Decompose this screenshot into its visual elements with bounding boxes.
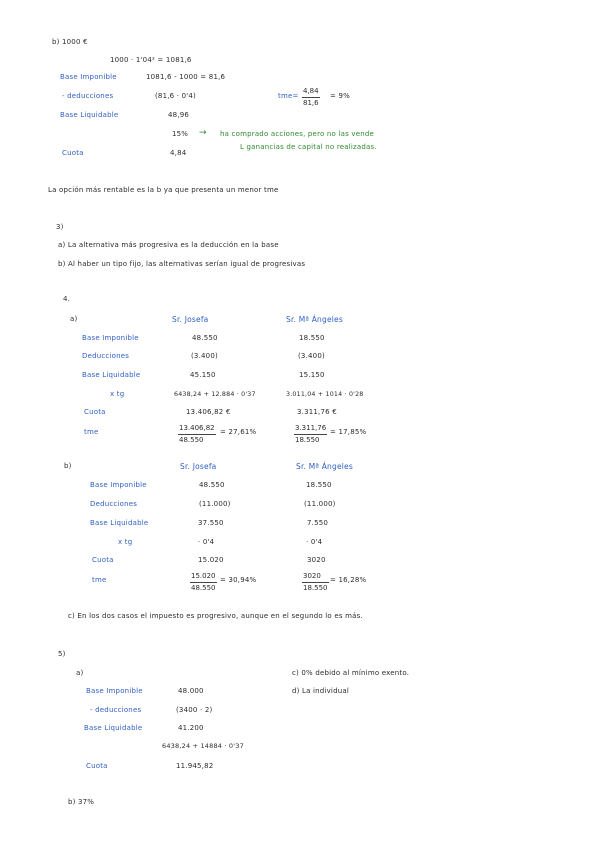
q4a-row-v1: 45.150 [190, 371, 216, 379]
q4b-tme2-fraction [302, 572, 329, 593]
q4a-col-angeles: Sr. Mª Ángeles [286, 315, 343, 324]
q4a-tme-label: tme [84, 428, 99, 436]
b1-tme-fraction [302, 87, 320, 108]
q4a-row-label: x tg [110, 390, 125, 398]
q4a-label: a) [70, 315, 78, 323]
q5a-label: a) [76, 669, 84, 677]
q4b-tme-label: tme [92, 576, 107, 584]
b1-cuota-label: Cuota [62, 149, 84, 157]
q5-cuota-value: 11.945,82 [176, 762, 214, 770]
q5c-answer: c) 0% debido al mínimo exento. [292, 669, 410, 677]
q4a-tme1-numerator: 13.406,82 [178, 424, 216, 435]
q5-base-imponible-label: Base Imponible [86, 687, 143, 695]
q4a-tme1-fraction [178, 424, 216, 445]
q4b-row-v2: · 0'4 [306, 538, 323, 546]
q4b-row-label: x tg [118, 538, 133, 546]
q4a-row-v1: (3.400) [191, 352, 218, 360]
q4a-row-v1: 48.550 [192, 334, 218, 342]
q5-base-liquidable-label: Base Liquidable [84, 724, 143, 732]
b1-base-liquidable-label: Base Liquidable [60, 111, 119, 119]
q4b-tme1-denominator: 48.550 [191, 584, 216, 592]
q5-calculation: 6438,24 + 14884 · 0'37 [162, 742, 244, 750]
q4a-row-v2: 3.011,04 + 1014 · 0'28 [286, 391, 364, 398]
q4a-row-v2: (3.400) [298, 352, 325, 360]
q5-deducciones-value: (3400 · 2) [176, 706, 213, 714]
q4a-row-v2: 18.550 [299, 334, 325, 342]
q4-number: 4. [63, 295, 71, 303]
q4a-row-label: Base Imponible [82, 334, 139, 342]
q4b-row-label: Base Liquidable [90, 519, 149, 527]
q4b-row-v2: 18.550 [306, 481, 332, 489]
b1-tme-label: tme= [278, 92, 299, 100]
b1-deducciones-value: (81,6 · 0'4) [155, 92, 196, 100]
q4a-tme2-numerator: 3.311,76 [294, 424, 327, 435]
b1-cuota-value: 4,84 [170, 149, 187, 157]
q4b-row-v1: (11.000) [199, 500, 231, 508]
q4a-row-v2: 15.150 [299, 371, 325, 379]
conclusion: La opción más rentable es la b ya que presenta un menor tme [48, 186, 279, 194]
q4a-tme2-result: = 17,85% [330, 428, 367, 436]
q4b-row-v1: 48.550 [199, 481, 225, 489]
q4b-row-label: Base Imponible [90, 481, 147, 489]
q4a-tme1-denominator: 48.550 [179, 436, 204, 444]
q5-deducciones-label: - deducciones [90, 706, 142, 714]
b1-note-line2: L ganancias de capital no realizadas. [240, 143, 377, 151]
q4b-row-label: Deducciones [90, 500, 138, 508]
b1-tme-numerator: 4,84 [302, 87, 320, 98]
q3-number: 3) [56, 223, 64, 231]
q4b-tme1-result: = 30,94% [220, 576, 257, 584]
q4b-tme2-denominator: 18.550 [303, 584, 328, 592]
b1-base-imponible-label: Base Imponible [60, 73, 117, 81]
q3-answer-a: a) La alternativa más progresiva es la deducción en la base [58, 241, 279, 249]
q4a-row-v2: 3.311,76 € [297, 408, 337, 416]
q4b-tme1-numerator: 15.020 [190, 572, 217, 583]
q5-base-imponible-value: 48.000 [178, 687, 204, 695]
q4a-tme2-fraction [294, 424, 327, 445]
b1-note-line1: ha comprado acciones, pero no las vende [220, 130, 374, 138]
q4b-col-angeles: Sr. Mª Ángeles [296, 462, 353, 471]
b1-tme-denominator: 81,6 [303, 99, 319, 107]
q4b-row-v1: · 0'4 [198, 538, 215, 546]
b1-rate: 15% [172, 130, 189, 138]
q4b-tme2-numerator: 3020 [302, 572, 329, 583]
b1-base-liquidable-value: 48,96 [168, 111, 190, 119]
q5-cuota-label: Cuota [86, 762, 108, 770]
b1-heading: b) 1000 € [52, 38, 88, 46]
q4a-row-label: Cuota [84, 408, 106, 416]
q5d-answer: d) La individual [292, 687, 349, 695]
b1-equation: 1000 · 1'04² = 1081,6 [110, 56, 192, 64]
q4c-answer: c) En los dos casos el impuesto es progresivo, aunque en el segundo lo es más. [68, 612, 363, 620]
b1-deducciones-label: - deducciones [62, 92, 114, 100]
q4b-row-label: Cuota [92, 556, 114, 564]
q4a-col-josefa: Sr. Josefa [172, 315, 209, 324]
q4b-col-josefa: Sr. Josefa [180, 462, 217, 471]
q4b-label: b) [64, 462, 72, 470]
b1-tme-result: = 9% [330, 92, 350, 100]
q4b-row-v2: 3020 [307, 556, 326, 564]
q4a-row-label: Deducciones [82, 352, 130, 360]
q4a-row-label: Base Liquidable [82, 371, 141, 379]
q4b-row-v1: 15.020 [198, 556, 224, 564]
q4a-tme1-result: = 27,61% [220, 428, 257, 436]
q4b-row-v2: (11.000) [304, 500, 336, 508]
q5-base-liquidable-value: 41.200 [178, 724, 204, 732]
q4a-row-v1: 6438,24 + 12.884 · 0'37 [174, 391, 256, 398]
q5b-answer: b) 37% [68, 798, 95, 806]
q4a-row-v1: 13.406,82 € [186, 408, 231, 416]
q4b-row-v2: 7.550 [307, 519, 329, 527]
b1-base-imponible-value: 1081,6 - 1000 = 81,6 [146, 73, 226, 81]
arrow-right-icon: → [199, 128, 207, 138]
q4b-row-v1: 37.550 [198, 519, 224, 527]
q3-answer-b: b) Al haber un tipo fijo, las alternativas serían igual de progresivas [58, 260, 306, 268]
q4b-tme1-fraction [190, 572, 217, 593]
q4a-tme2-denominator: 18.550 [295, 436, 320, 444]
q5-number: 5) [58, 650, 66, 658]
q4b-tme2-result: = 16,28% [330, 576, 367, 584]
